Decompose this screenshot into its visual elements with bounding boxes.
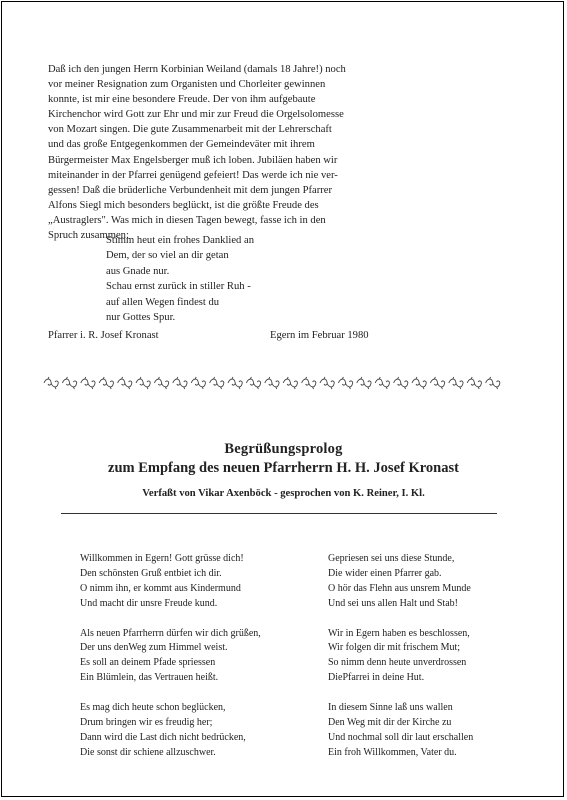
poem-line: Wir folgen dir mit frischem Mut;	[328, 642, 461, 654]
intro-paragraph	[48, 62, 408, 243]
poem-line: Drum bringen wir es freudig her;	[80, 716, 213, 728]
poem-line: Und macht dir unsre Freude kund.	[80, 597, 218, 609]
intro-line: Spruch zusammen:	[48, 230, 129, 242]
prologue-title: Begrüßungsprolog	[224, 441, 343, 457]
poem-column-left	[80, 552, 261, 776]
intro-line: Bürgermeister Max Engelsberger muß ich loben. Jubiläen haben wir	[48, 154, 338, 166]
intro-line: von Mozart singen. Die gute Zusammenarbeit mit der Lehrerschaft	[48, 124, 332, 136]
stanza	[80, 627, 261, 687]
divider-rule	[61, 513, 497, 514]
poem-line: Den schönsten Gruß entbiet ich dir.	[80, 567, 222, 579]
intro-line: Alfons Siegl mich besonders beglückt, ist die größte Freude des	[48, 199, 319, 211]
intro-line: Kirchenchor wird Gott zur Ehr und mir zur Freud die Orgelsolomesse	[48, 109, 344, 121]
verse-line: aus Gnade nur.	[106, 265, 170, 277]
verse-line: auf allen Wegen findest du	[106, 296, 220, 308]
intro-line: gessen! Daß die brüderliche Verbundenheit mit dem jungen Pfarrer	[48, 184, 332, 196]
poem-line: Willkommen in Egern! Gott grüsse dich!	[80, 553, 244, 564]
poem-line: Es mag dich heute schon beglücken,	[80, 702, 226, 714]
intro-line: konnte, ist mir eine besondere Freude. Der von ihm aufgebaute	[48, 94, 316, 106]
poem-line: DiePfarrei in deine Hut.	[328, 672, 425, 684]
stanza	[328, 552, 473, 612]
poem-line: Die sonst dir schiene allzuschwer.	[80, 746, 216, 758]
poem-line: Als neuen Pfarrherrn dürfen wir dich grüßen,	[80, 627, 261, 639]
poem-line: Ein Blümlein, das Vertrauen heißt.	[80, 672, 219, 684]
poem-line: Dann wird die Last dich nicht bedrücken,	[80, 731, 246, 743]
poem-line: Die wider einen Pfarrer gab.	[328, 567, 442, 579]
stanza	[328, 701, 473, 761]
intro-line: Daß ich den jungen Herrn Korbinian Weiland (damals 18 Jahre!) noch	[48, 64, 346, 75]
intro-line: und das große Entgegenkommen der Gemeindeväter mit ihrem	[48, 139, 315, 151]
poem-line: Und nochmal soll dir laut erschallen	[328, 731, 474, 743]
verse-saying	[106, 233, 254, 325]
verse-line: nur Gottes Spur.	[106, 312, 176, 324]
poem-line: Ein froh Willkommen, Vater du.	[328, 746, 457, 758]
poem-line: In diesem Sinne laß uns wallen	[328, 702, 453, 714]
verse-line: Stimm heut ein frohes Danklied an	[106, 235, 254, 246]
prologue-subtitle: zum Empfang des neuen Pfarrherrn H. H. Josef Kronast	[108, 460, 459, 476]
poem-line: Den Weg mit dir der Kirche zu	[328, 716, 452, 728]
stanza	[328, 627, 473, 687]
place-date: Egern im Februar 1980	[270, 330, 369, 341]
poem-column-right	[328, 552, 473, 776]
intro-line: miteinander in der Pfarrei genügend gefeiert! Das werde ich nie ver-	[48, 169, 338, 181]
poem-line: So nimm denn heute unverdrossen	[328, 657, 467, 669]
poem-line: Der uns denWeg zum Himmel weist.	[80, 642, 228, 654]
poem-line: Wir in Egern haben es beschlossen,	[328, 627, 470, 639]
stanza	[80, 701, 261, 761]
stanza	[80, 552, 261, 612]
poem-line: Gepriesen sei uns diese Stunde,	[328, 553, 455, 564]
signature: Pfarrer i. R. Josef Kronast	[48, 330, 159, 341]
poem-line: O hör das Flehn aus unsrem Munde	[328, 582, 471, 594]
poem-line: O nimm ihn, er kommt aus Kindermund	[80, 582, 241, 594]
intro-line: vor meiner Resignation zum Organisten und Chorleiter gewinnen	[48, 79, 326, 91]
byline: Verfaßt von Vikar Axenböck - gesprochen von K. Reiner, I. Kl.	[142, 488, 425, 499]
verse-line: Dem, der so viel an dir getan	[106, 250, 229, 262]
poem-line: Und sei uns allen Halt und Stab!	[328, 597, 458, 609]
intro-line: „Austraglers". Was mich in diesen Tagen bewegt, fasse ich in den	[48, 214, 326, 226]
scroll-vine-ornament-icon	[42, 376, 502, 390]
verse-line: Schau ernst zurück in stiller Ruh -	[106, 281, 251, 293]
poem-line: Es soll an deinem Pfade spriessen	[80, 657, 216, 669]
